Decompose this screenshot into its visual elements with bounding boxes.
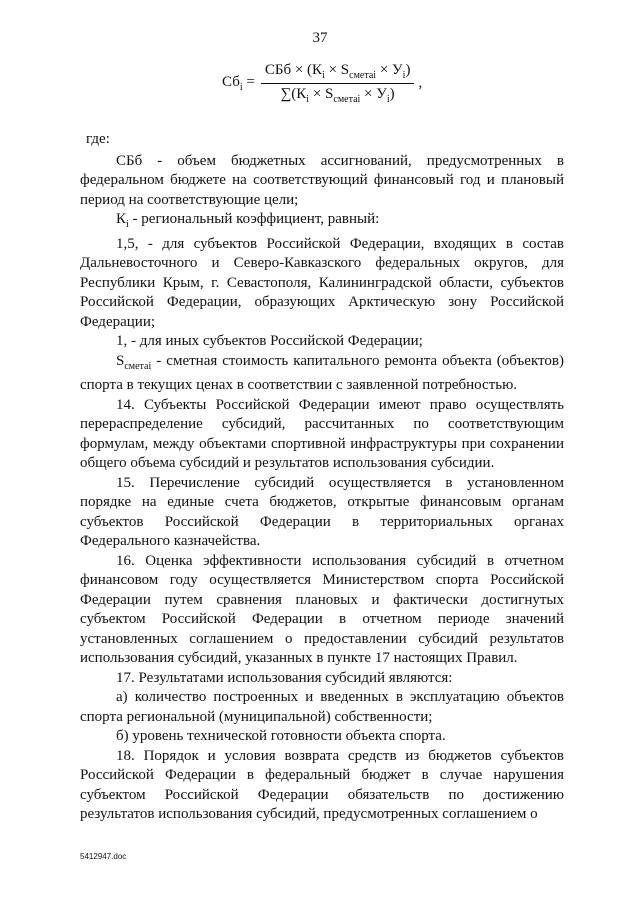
allocation-formula	[222, 62, 422, 105]
clause-17: 17. Результатами использования субсидий являются:	[116, 669, 453, 686]
formula-lhs: $Сб_i$ =	[222, 74, 255, 93]
formula-numerator: СБб × $(К_i \times S_{сметаi} \times У_i)$	[261, 62, 415, 84]
page-number: 37	[312, 30, 328, 46]
coefficient-1-5: 1,5, - для субъектов Российской Федерации, входящих в состав Дальневосточного и Северо-Кавказского федеральных округов, для Республики Крым, г. Севастополя, Калининградской области, субъектов Российской Федерации, образующих Арктическую зону Российской Федерации;	[80, 235, 564, 330]
formula-comma: ,	[418, 75, 423, 91]
formula-fraction	[261, 62, 415, 105]
definition-sbb: СБб - объем бюджетных ассигнований, предусмотренных в федеральном бюджете на соответствующий финансовый год и плановый период на соответствующие цели;	[80, 152, 564, 208]
definition-ki: $К_i$ - региональный коэффициент, равный:	[116, 211, 380, 230]
clause-14: 14. Субъекты Российской Федерации имеют право осуществлять перераспределение субсидий, рассчитанных по соответствующим формулам, между объектами спортивной инфраструктуры при сохранении общего объема субсидий и результатов использования субсидии.	[80, 396, 564, 471]
where-label: где:	[86, 131, 110, 147]
clause-17b: б) уровень технической готовности объекта спорта.	[116, 728, 446, 744]
clause-17a: а) количество построенных и введенных в эксплуатацию объектов спорта региональной (муниципальной) собственности;	[80, 689, 564, 725]
coefficient-1: 1, - для иных субъектов Российской Федерации;	[116, 333, 423, 349]
clause-16: 16. Оценка эффективности использования субсидий в отчетном финансовом году осуществляется Министерством спорта Российской Федерации путем сравнения плановых и фактически достигнутых субъектом Российской Федерации в отчетном периоде значений установленных соглашением о предоставлении субсидий результатов использования субсидий, указанных в пункте 17 настоящих Правил.	[80, 552, 564, 666]
document-body	[80, 130, 564, 825]
file-footer: 5412947.doc	[80, 852, 127, 861]
clause-18: 18. Порядок и условия возврата средств из бюджетов субъектов Российской Федерации в федеральный бюджет в случае нарушения субъектом Российской Федерации обязательств по достижению результатов использования субсидий, предусмотренных соглашением о	[80, 747, 564, 822]
definition-s-smeta: $S_{сметаi}$ - сметная стоимость капитального ремонта объекта (объектов) спорта в текущих ценах в соответствии с заявленной потребностью.	[80, 352, 564, 393]
clause-15: 15. Перечисление субсидий осуществляется в установленном порядке на единые счета бюджетов, открытые финансовым органам субъектов Российской Федерации в территориальных органах Федерального казначейства.	[80, 474, 564, 549]
formula-denominator: $\sum(К_i \times S_{сметаi} \times У_i)$	[280, 86, 395, 105]
